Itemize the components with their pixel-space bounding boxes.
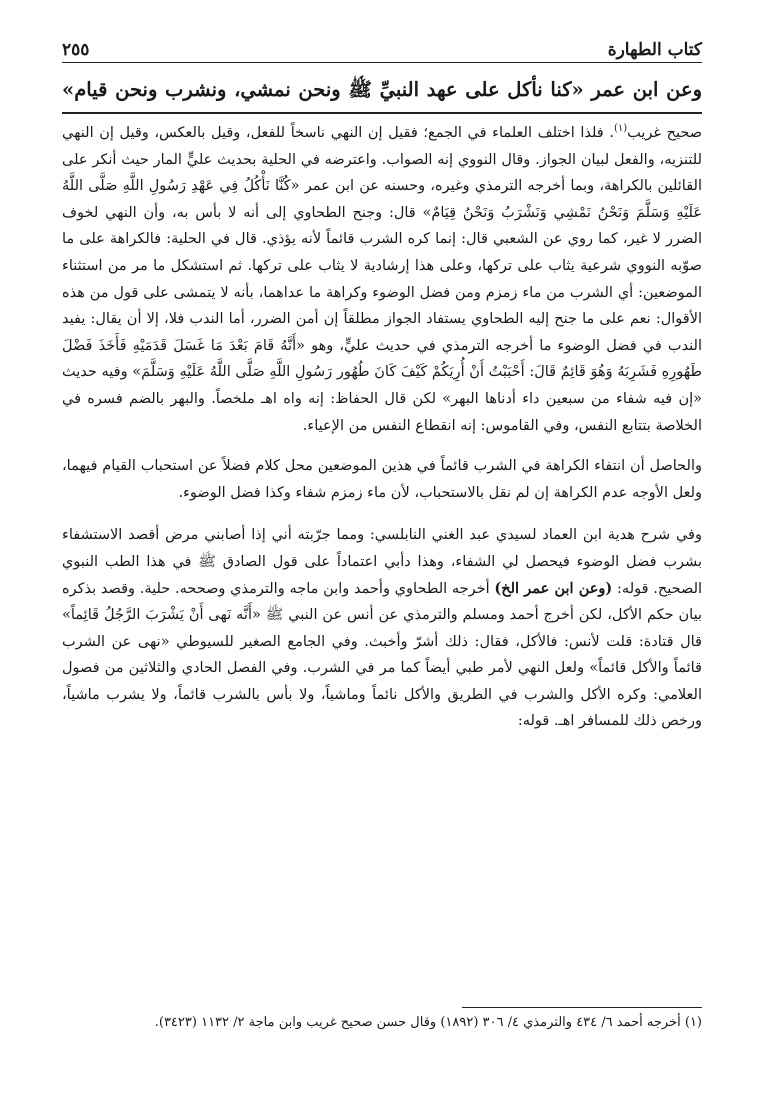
matn-quote-bold: (وعن ابن عمر الخ) bbox=[494, 579, 613, 597]
header-rule bbox=[62, 62, 702, 63]
footnote-ref[interactable]: (١) bbox=[613, 123, 628, 135]
commentary-body bbox=[62, 120, 702, 735]
footnote: (١) أخرجه أحمد ٦/ ٤٣٤ والترمذي ٤/ ٣٠٦ (١٨٩٢) وقال حسن صحيح غريب وابن ماجة ٢/ ١١٣٢ (٣٤٢٣). bbox=[154, 1015, 702, 1030]
footnote-rule bbox=[462, 1007, 702, 1008]
matn-rule bbox=[62, 112, 702, 114]
paragraph-text: صحيح غريب bbox=[627, 125, 703, 141]
matn-text: وعن ابن عمر «كنا نأكل على عهد النبيِّ ﷺ ونحن نمشي، ونشرب ونحن قيام» bbox=[62, 78, 702, 101]
paragraph bbox=[62, 522, 702, 735]
paragraph-text: أخرجه الطحاوي وأحمد وابن ماجه والترمذي وصححه. حلية. وقصد بذكره بيان حكم الأكل، لكن أخرج أحمد ومسلم والترمذي عن أنس عن النبي ﷺ «أَنَّه نَهى أَنْ يَشْرَبَ الرَّجُلُ قَائِماً» قال قتادة: قلت لأنس: فالأكل، فقال: ذلك أشرّ وأخبث. وفي الجامع الصغير للسيوطي «نهى عن الشرب قائماً والأكل قائماً» ولعل النهي لأمر طبي أيضاً كما مر في الشرب. وفي الفصل الحادي والثلاثين من فصول العلامي: وكره الأكل والشرب في الطريق والأكل نائماً وماشياً، ولا بأس بالشرب قائماً، ولا يشرب ماشياً، ورخص ذلك للمسافر اهـ. قوله: bbox=[62, 580, 702, 730]
running-head bbox=[62, 30, 702, 60]
paragraph-text: وفي شرح هدية ابن العماد لسيدي عبد الغني النابلسي: ومما جرّبته أني إذا أصابني مرض أقصد الاستشفاء بشرب فضل الوضوء فيحصل لي الشفاء، وهذا دأبي اعتماداً على قول الصادق ﷺ في هذا الطب النبوي الصحيح. قوله: bbox=[62, 527, 703, 597]
paragraph bbox=[62, 120, 702, 439]
paragraph: والحاصل أن انتفاء الكراهة في الشرب قائماً في هذين الموضعين محل كلام فضلاً عن استحباب القيام فيهما، ولعل الأوجه عدم الكراهة إن لم نقل بالاستحباب، لأن ماء زمزم شفاء وكذا فضل الوضوء. bbox=[62, 458, 702, 501]
book-title: كتاب الطهارة bbox=[607, 40, 702, 60]
paragraph-text: . فلذا اختلف العلماء في الجمع؛ فقيل إن النهي ناسخاً للفعل، وقيل بالعكس، وقيل إن النهي للتنزيه، والفعل لبيان الجواز. وقال النووي إنه الصواب. واعترضه في الحلية بحديث عليٍّ المار حيث أنكر على القائلين بالكراهة، وبما أخرجه الترمذي وغيره، وحسنه عن ابن عمر «كُنَّا نَأْكُلُ فِي عَهْدِ رَسُولِ اللَّهِ صَلَّى اللَّهُ عَلَيْهِ وَسَلَّمَ وَنَحْنُ نَمْشِي وَنَشْرَبُ وَنَحْنُ قِيَامٌ» قال: وجنح الطحاوي إلى أنه لا بأس به، وأن النهي لخوف الضرر لا غير، كما روي عن الشعبي قال: إنما كره الشرب قائماً لأنه يؤذي. قال في الحلية: فالكراهة على ما صوّبه النووي شرعية يثاب على تركها، وعلى هذا إرشادية لا يثاب على تركها. ثم استشكل ما مر من استثناء الموضعين: أي الشرب من ماء زمزم ومن فضل الوضوء وكراهة ما عداهما، بأنه لا يتمشى على قول من هذه الأقوال: نعم على ما جنح إليه الطحاوي يستفاد الجواز مطلقاً إن أمن الضرر، أما الندب فلا، إلا أن يقال: يفيد الندب في فضل الوضوء ما أخرجه الترمذي في حديث عليٍّ، وهو «أَنَّهُ قَامَ بَعْدَ مَا غَسَلَ قَدَمَيْهِ فَأَخَذَ فَضْلَ طَهُورِهِ فَشَرِبَهُ وَهُوَ قَائِمٌ قَالَ: أَحْبَبْتُ أَنْ أُرِيَكُمْ كَيْفَ كَانَ طُهُور رَسُولِ اللَّهِ صَلَّى اللَّهُ عَلَيْهِ وَسَلَّمَ» وفيه حديث «إن فيه شفاء من سبعين داء أدناها البهر» لكن قال الحفاظ: إنه واه اهـ ملخصاً. والبهر بالضم فسره في الخلاصة بتتابع النفس، وفي القاموس: إنه انقطاع النفس من الإعياء. bbox=[62, 125, 702, 434]
page-number: ٢٥٥ bbox=[62, 40, 90, 60]
